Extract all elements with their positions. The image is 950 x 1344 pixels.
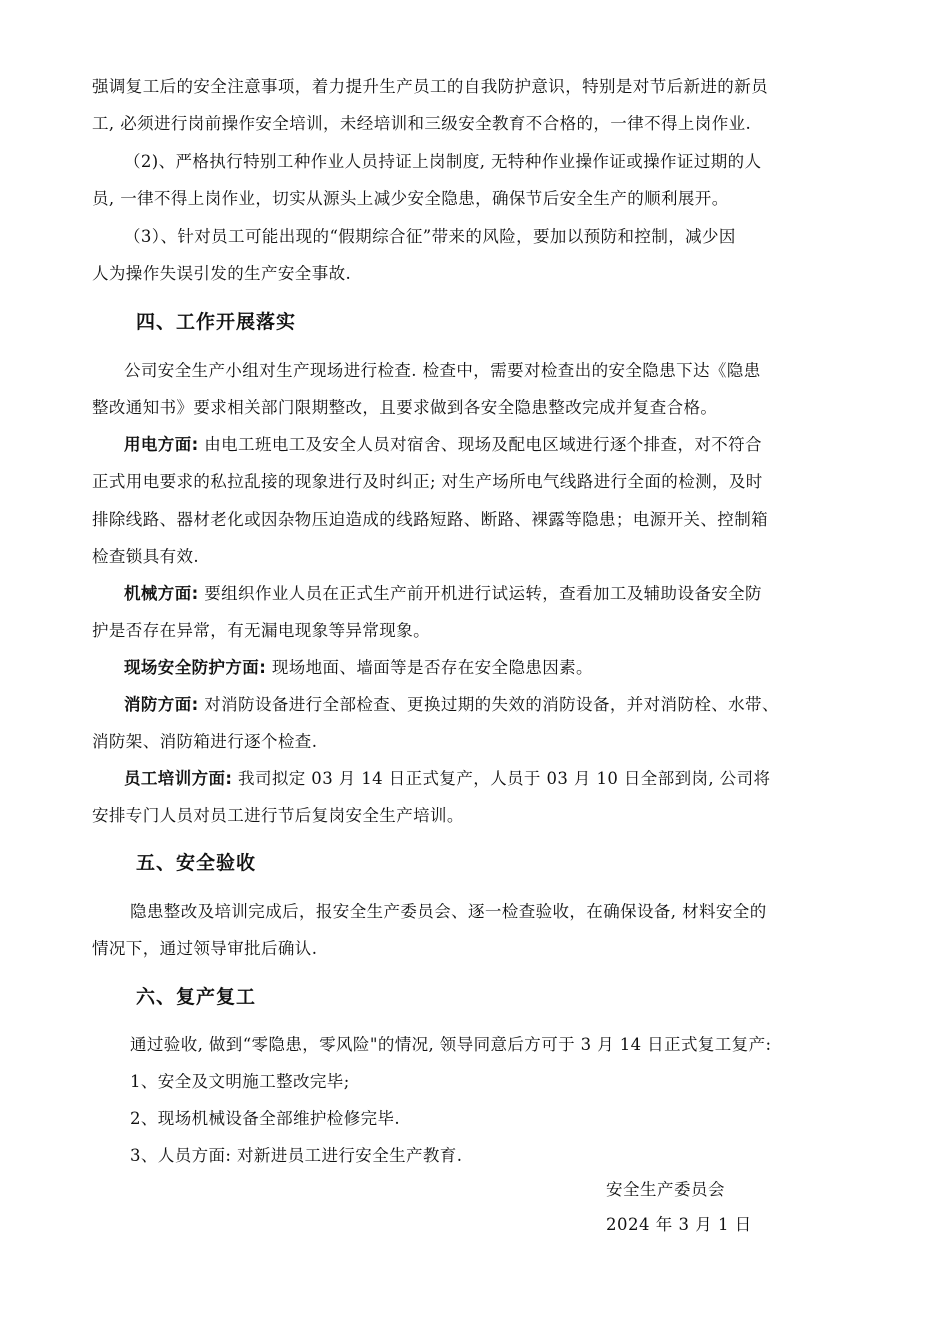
signature-org: 安全生产委员会 xyxy=(606,1180,725,1199)
s4-mech-line-2: 护是否存在异常，有无漏电现象等异常现象。 xyxy=(92,621,430,640)
section-4-heading: 四、工作开展落实 xyxy=(136,311,297,333)
s4-power-line-4: 检查锁具有效. xyxy=(92,547,200,566)
fire-label: 消防方面: xyxy=(124,695,199,714)
s4-train-line-1 xyxy=(124,768,770,790)
intro-line-3: （2)、严格执行特别工种作业人员持证上岗制度, 无特种作业操作证或操作证过期的人 xyxy=(124,152,762,171)
intro-line-5: （3）、针对员工可能出现的“假期综合征”带来的风险，要加以预防和控制，减少因 xyxy=(124,227,736,246)
s4-power-line-3: 排除线路、器材老化或因杂物压迫造成的线路短路、断路、裸露等隐患；电源开关、控制箱 xyxy=(92,510,768,529)
s5-line-2: 情况下，通过领导审批后确认. xyxy=(92,939,318,958)
s5-line-1: 隐患整改及培训完成后，报安全生产委员会、逐一检查验收，在确保设备, 材料安全的 xyxy=(130,902,767,921)
intro-line-6: 人为操作失误引发的生产安全事故. xyxy=(92,264,352,283)
s6-item-2: 2、现场机械设备全部维护检修完毕. xyxy=(130,1109,401,1128)
s4-power-line-2: 正式用电要求的私拉乱接的现象进行及时纠正; 对生产场所电气线路进行全面的检测，及时 xyxy=(92,472,763,491)
s4-p1-line-1: 公司安全生产小组对生产现场进行检查. 检查中，需要对检查出的安全隐患下达《隐患 xyxy=(124,361,761,380)
intro-line-1: 强调复工后的安全注意事项，着力提升生产员工的自我防护意识，特别是对节后新进的新员 xyxy=(92,77,768,96)
site-label: 现场安全防护方面: xyxy=(124,658,267,677)
section-5-heading: 五、安全验收 xyxy=(136,852,257,874)
fire-text: 对消防设备进行全部检查、更换过期的失效的消防设备，并对消防栓、水带、 xyxy=(198,695,779,714)
s4-fire-line-1 xyxy=(124,694,779,716)
section-6-heading: 六、复产复工 xyxy=(136,986,257,1008)
s6-item-1: 1、安全及文明施工整改完毕; xyxy=(130,1072,350,1091)
s4-site-line-1 xyxy=(124,657,593,679)
s6-line-1: 通过验收, 做到“零隐患，零风险"的情况, 领导同意后方可于 3 月 14 日正式复工复产: xyxy=(130,1035,772,1054)
site-text: 现场地面、墙面等是否存在安全隐患因素。 xyxy=(266,658,593,677)
signature-date: 2024 年 3 月 1 日 xyxy=(606,1215,752,1234)
train-label: 员工培训方面: xyxy=(124,769,233,788)
intro-line-4: 员, 一律不得上岗作业，切实从源头上减少安全隐患，确保节后安全生产的顺利展开。 xyxy=(92,189,729,208)
power-label: 用电方面: xyxy=(124,435,199,454)
mech-label: 机械方面: xyxy=(124,584,199,603)
s6-item-3: 3、人员方面: 对新进员工进行安全生产教育. xyxy=(130,1146,463,1165)
s4-p1-line-2: 整改通知书》要求相关部门限期整改，且要求做到各安全隐患整改完成并复查合格。 xyxy=(92,398,718,417)
s4-mech-line-1 xyxy=(124,583,762,605)
s4-fire-line-2: 消防架、消防箱进行逐个检查. xyxy=(92,732,318,751)
train-text: 我司拟定 03 月 14 日正式复产，人员于 03 月 10 日全部到岗, 公司将 xyxy=(232,769,771,788)
s4-train-line-2: 安排专门人员对员工进行节后复岗安全生产培训。 xyxy=(92,806,464,825)
mech-text: 要组织作业人员在正式生产前开机进行试运转，查看加工及辅助设备安全防 xyxy=(198,584,762,603)
power-text: 由电工班电工及安全人员对宿舍、现场及配电区域进行逐个排查，对不符合 xyxy=(198,435,762,454)
intro-line-2: 工, 必须进行岗前操作安全培训，未经培训和三级安全教育不合格的，一律不得上岗作业. xyxy=(92,114,752,133)
s4-power-line-1 xyxy=(124,434,762,456)
